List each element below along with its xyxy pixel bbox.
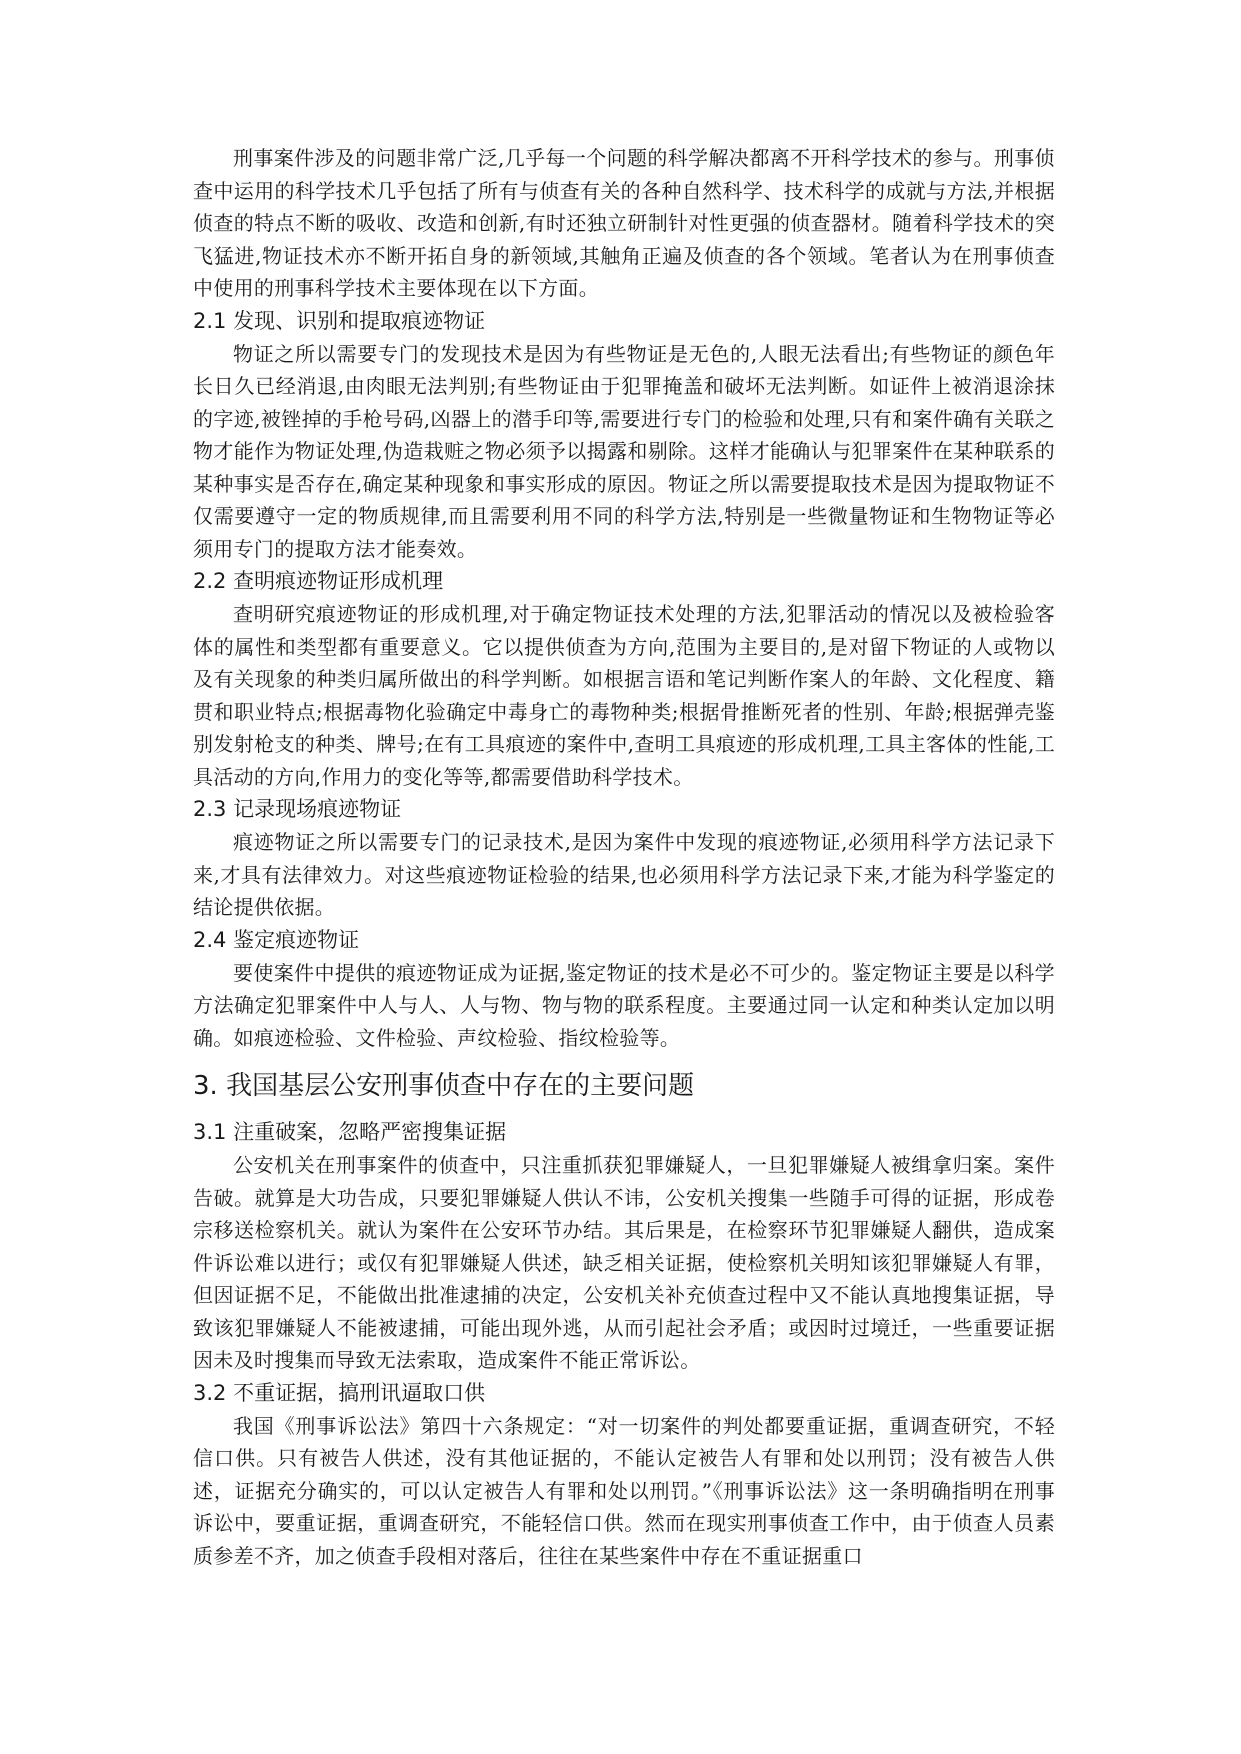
heading-3-1: 3.1 注重破案，忽略严密搜集证据: [193, 1120, 507, 1144]
heading-3-2: 3.2 不重证据，搞刑讯逼取口供: [193, 1380, 486, 1405]
paragraph-2-1: 物证之所以需要专门的发现技术是因为有些物证是无色的,人眼无法看出;有些物证的颜色年长日久已经消退,由肉眼无法判别;有些物证由于犯罪掩盖和破坏无法判断。如证件上被消退涂抹的字迹,被锉掉的手枪号码,凶器上的潜手印等,需要进行专门的检验和处理,只有和案件确有关联之物才能作为物证处理,伪造栽赃之物必须予以揭露和剔除。这样才能确认与犯罪案件在某种联系的某种事实是否存在,确定某种现象和事实形成的原因。物证之所以需要提取技术是因为提取物证不仅需要遵守一定的物质规律,而且需要利用不同的科学方法,特别是一些微量物证和生物物证等必须用专门的提取方法才能奏效。: [193, 341, 1055, 561]
paragraph-3-1: 公安机关在刑事案件的侦查中，只注重抓获犯罪嫌疑人，一旦犯罪嫌疑人被缉拿归案。案件告破。就算是大功告成，只要犯罪嫌疑人供认不讳，公安机关搜集一些随手可得的证据，形成卷宗移送检察机关。就认为案件在公安环节办结。其后果是，在检察环节犯罪嫌疑人翻供，造成案件诉讼难以进行；或仅有犯罪嫌疑人供述，缺乏相关证据，使检察机关明知该犯罪嫌疑人有罪，但因证据不足，不能做出批准逮捕的决定，公安机关补充侦查过程中又不能认真地搜集证据，导致该犯罪嫌疑人不能被逮捕，可能出现外逃，从而引起社会矛盾；或因时过境迁，一些重要证据因未及时搜集而导致无法索取，造成案件不能正常诉讼。: [193, 1153, 1055, 1372]
section-heading-3: 3. 我国基层公安刑事侦查中存在的主要问题: [193, 1071, 695, 1101]
heading-2-4: 2.4 鉴定痕迹物证: [193, 927, 360, 952]
paragraph-2-2: 查明研究痕迹物证的形成机理,对于确定物证技术处理的方法,犯罪活动的情况以及被检验客体的属性和类型都有重要意义。它以提供侦查为方向,范围为主要目的,是对留下物证的人或物以及有关现象的种类归属所做出的科学判断。如根据言语和笔记判断作案人的年龄、文化程度、籍贯和职业特点;根据毒物化验确定中毒身亡的毒物种类;根据骨推断死者的性别、年龄;根据弹壳鉴别发射枪支的种类、牌号;在有工具痕迹的案件中,查明工具痕迹的形成机理,工具主客体的性能,工具活动的方向,作用力的变化等等,都需要借助科学技术。: [193, 602, 1055, 789]
heading-2-3: 2.3 记录现场痕迹物证: [193, 797, 402, 821]
document-page: [193, 142, 1055, 1572]
paragraph-2-4: 要使案件中提供的痕迹物证成为证据,鉴定物证的技术是必不可少的。鉴定物证主要是以科学方法确定犯罪案件中人与人、人与物、物与物的联系程度。主要通过同一认定和种类认定加以明确。如痕迹检验、文件检验、声纹检验、指纹检验等。: [193, 960, 1055, 1050]
heading-2-1: 2.1 发现、识别和提取痕迹物证: [193, 308, 486, 333]
paragraph-3-2: 我国《刑事诉讼法》第四十六条规定：“对一切案件的判处都要重证据，重调查研究，不轻信口供。只有被告人供述，没有其他证据的，不能认定被告人有罪和处以刑罚；没有被告人供述，证据充分确实的，可以认定被告人有罪和处以刑罚。”《刑事诉讼法》这一条明确指明在刑事诉讼中，要重证据，重调查研究，不能轻信口供。然而在现实刑事侦查工作中，由于侦查人员素质参差不齐，加之侦查手段相对落后，往往在某些案件中存在不重证据重口: [193, 1413, 1055, 1568]
paragraph-intro: 刑事案件涉及的问题非常广泛,几乎每一个问题的科学解决都离不开科学技术的参与。刑事侦查中运用的科学技术几乎包括了所有与侦查有关的各种自然科学、技术科学的成就与方法,并根据侦查的特点不断的吸收、改造和创新,有时还独立研制针对性更强的侦查器材。随着科学技术的突飞猛进,物证技术亦不断开拓自身的新领域,其触角正遍及侦查的各个领域。笔者认为在刑事侦查中使用的刑事科学技术主要体现在以下方面。: [193, 146, 1055, 300]
heading-2-2: 2.2 查明痕迹物证形成机理: [193, 569, 444, 593]
paragraph-2-3: 痕迹物证之所以需要专门的记录技术,是因为案件中发现的痕迹物证,必须用科学方法记录下来,才具有法律效力。对这些痕迹物证检验的结果,也必须用科学方法记录下来,才能为科学鉴定的结论提供依据。: [193, 830, 1055, 919]
